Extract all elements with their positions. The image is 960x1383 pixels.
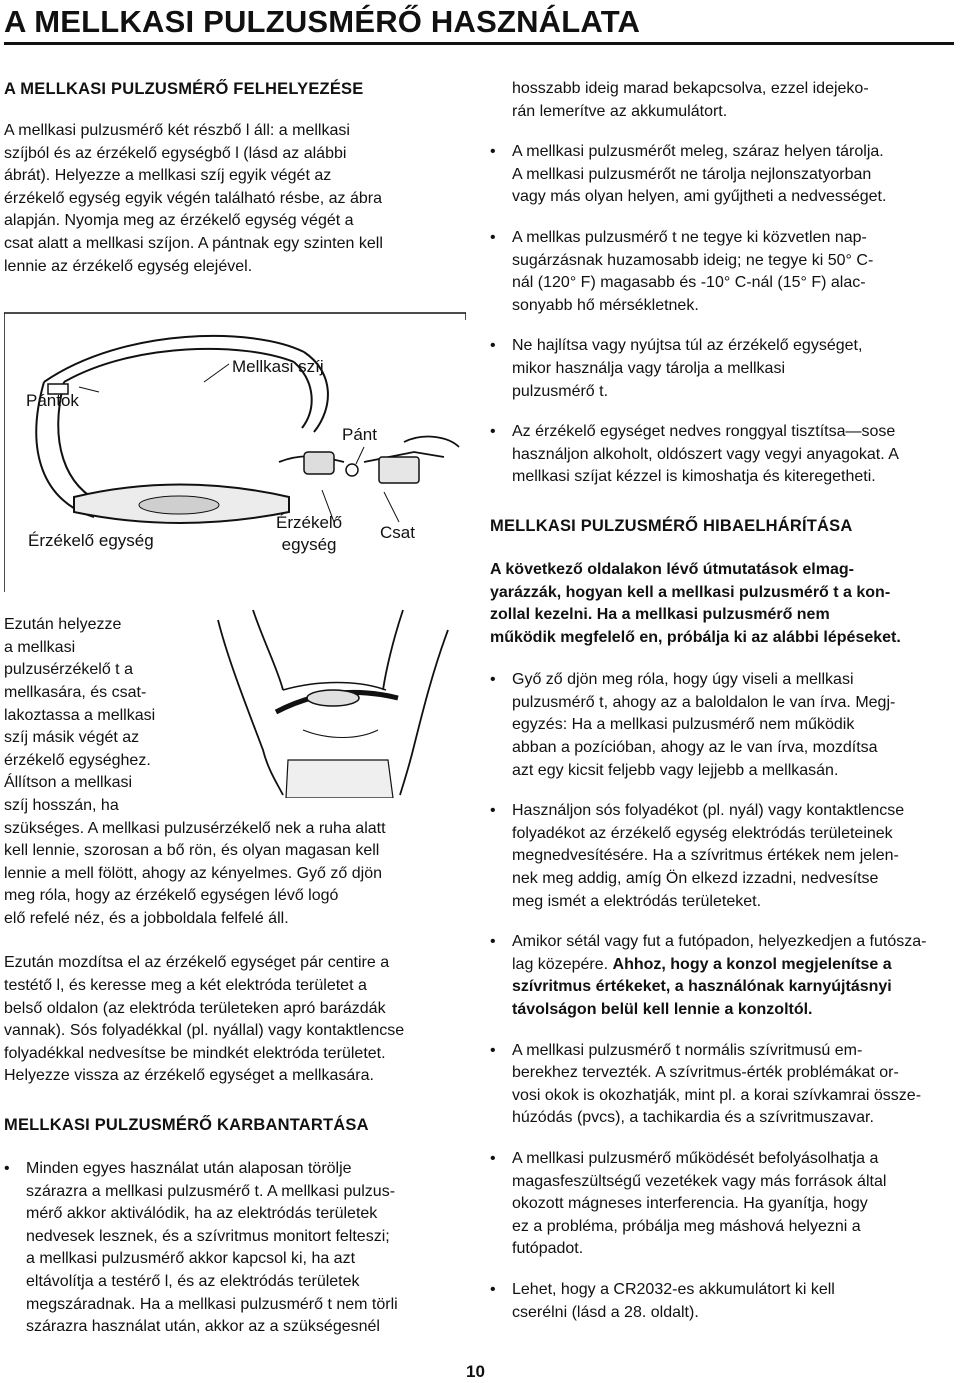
list-item: • A mellkasi pulzusmérőt meleg, száraz helyen tárolja. A mellkasi pulzusmérőt ne tárolja nejlonszatyorban vagy más olyan helyen, ami gyűjtheti a nedvességet. bbox=[490, 141, 950, 209]
troubleshooting-intro: A következő oldalakon lévő útmutatások elmag- yarázzák, hogyan kell a mellkasi pulzusmérő t a kon- zollal kezelni. Ha a mellkasi pulzusmérő nem működik megfelelő en, próbálja ki az alábbi lépéseket. bbox=[490, 560, 901, 646]
label-pant: Pánt bbox=[342, 425, 377, 445]
list-item: • Győ ző djön meg róla, hogy úgy viseli a mellkasi pulzusmérő t, ahogy az a baloldalon le van írva. Megj- egyzés: Ha a mellkasi pulzusmérő nem működik abban a pozícióban, ahogy az le van írva, mozdítsa azt egy kicsit feljebb vagy lejjebb a mellkasán. bbox=[490, 669, 950, 782]
list-item: • A mellkasi pulzusmérő t normális szívritmusú em- berekhez tervezték. A szívritmus-érték problémákat or- vosi okok is okozhatják, mint pl. a korai szívkamrai össze- húzódás (pvcs), a tachikardia és a szívritmuszavar. bbox=[490, 1040, 950, 1130]
label-erzekelo-egyseg-2: Érzékelő egység bbox=[276, 513, 343, 555]
page-number: 10 bbox=[466, 1362, 485, 1381]
list-item: • A mellkas pulzusmérő t ne tegye ki közvetlen nap- sugárzásnak huzamosabb ideig; ne tegye ki 50° C- nál (120° F) magasabb és -10° C-nál (15° F) alac- sonyabb hő mérsékletnek. bbox=[490, 227, 950, 317]
maintenance-continued: hosszabb ideig marad bekapcsolva, ezzel idejeko- rán lemerítve az akkumulátort. bbox=[512, 80, 869, 120]
list-item: • Ne hajlítsa vagy nyújtsa túl az érzékelő egységet, mikor használja vagy tárolja a mellkasi pulzusmérő t. bbox=[490, 335, 950, 403]
label-mellkasi-szij: Mellkasi szíj bbox=[232, 357, 324, 377]
right-column bbox=[490, 78, 950, 1324]
left-column bbox=[4, 78, 466, 1339]
troubleshooting-list bbox=[490, 669, 950, 1324]
list-item: • A mellkasi pulzusmérő működését befolyásolhatja a magasfeszültségű vezetékek vagy más források által okozott mágneses interferencia. Ha gyanítja, hogy ez a probléma, próbálja meg máshová helyezni a futópadot. bbox=[490, 1148, 950, 1261]
list-item: • Minden egyes használat után alaposan törölje szárazra a mellkasi pulzusmérő t. A mellkasi pulzus- mérő akkor aktiválódik, ha az elektródás területek nedvesek lesznek, és a szívritmus monitort felteszi; a mellkasi pulzusmérő akkor kapcsol ki, ha azt eltávolítja a testérő l, és az elektródás területek megszáradnak. Ha a mellkasi pulzusmérő t nem törli szárazra használat után, akkor az a szükségesnél bbox=[4, 1158, 466, 1339]
placement-paragraph: Ezután helyezze a mellkasi pulzusérzékelő t a mellkasára, és csat- lakoztassa a mellkasi szíj másik végét az érzékelő egységhez. Állítson a mellkasi szíj hosszán, ha szükséges. A mellkasi pulzusérzékelő nek a ruha alatt kell lennie, szorosan a bő rön, és olyan magasan kell lennie a mell fölött, ahogy az kényelmes. Győ ző djön meg róla, hogy az érzékelő egységen lévő logó elő refelé néz, és a jobboldala felfelé áll. bbox=[4, 616, 386, 927]
title-rule bbox=[4, 42, 954, 45]
list-item: • Az érzékelő egységet nedves ronggyal tisztítsa—sose használjon alkoholt, oldószert vagy vegyi anyagokat. A mellkasi szíjat kézzel is kimoshatja és kiteregetheti. bbox=[490, 421, 950, 489]
fitting-paragraph: A mellkasi pulzusmérő két részbő l áll: a mellkasi szíjból és az érzékelő egységbő l (lásd az alábbi ábrát). Helyezze a mellkasi szíj egyik végét az érzékelő egység egyik végén található résbe, az ábra alapján. Nyomja meg az érzékelő egység végét a csat alatt a mellkasi szíjon. A pántnak egy szinten kell lennie az érzékelő egység elejével. bbox=[4, 122, 383, 275]
torso-illustration bbox=[208, 600, 466, 798]
section-heading-maintenance: MELLKASI PULZUSMÉRŐ KARBANTARTÁSA bbox=[4, 1116, 369, 1135]
maintenance-list bbox=[4, 1158, 466, 1339]
section-heading-fitting: A MELLKASI PULZUSMÉRŐ FELHELYEZÉSE bbox=[4, 80, 364, 98]
page-title: A MELLKASI PULZUSMÉRŐ HASZNÁLATA bbox=[4, 4, 641, 39]
label-csat: Csat bbox=[380, 523, 415, 543]
label-pantok: Pántok bbox=[26, 391, 79, 411]
list-item: • Lehet, hogy a CR2032-es akkumulátort ki kell cserélni (lásd a 28. oldalt). bbox=[490, 1279, 950, 1324]
list-item-text: Amikor sétál vagy fut a futópadon, helyezkedjen a futósza- lag közepére. bbox=[512, 933, 927, 973]
section-heading-troubleshooting: MELLKASI PULZUSMÉRŐ HIBAELHÁRÍTÁSA bbox=[490, 516, 853, 535]
chest-strap-figure bbox=[4, 312, 466, 594]
label-erzekelo-egyseg: Érzékelő egység bbox=[28, 531, 154, 551]
maintenance-list-continued bbox=[490, 141, 950, 489]
placement-section bbox=[4, 614, 466, 930]
list-item bbox=[490, 931, 950, 1021]
list-item-bold-text: Ahhoz, hogy a konzol megjelenítse a szívritmus értékeket, a használónak karnyújtásnyi távolságon belül kell lennie a konzoltól. bbox=[512, 955, 892, 1018]
list-item: • Használjon sós folyadékot (pl. nyál) vagy kontaktlencse folyadékot az érzékelő egység elektródás területeinek megnedvesítésére. Ha a szívritmus értékek nem jelen- nek meg addig, amíg Ön elkezd izzadni, nedvesítse meg ismét a elektródás területeket. bbox=[490, 800, 950, 913]
electrode-paragraph: Ezután mozdítsa el az érzékelő egységet pár centire a testétő l, és keresse meg a két elektróda területet a belső oldalon (az elektróda területeken apró barázdák vannak). Sós folyadékkal (pl. nyállal) vagy kontaktlencse folyadékkal nedvesítse be mindkét elektróda területet. Helyezze vissza az érzékelő egységet a mellkasára. bbox=[4, 954, 405, 1085]
